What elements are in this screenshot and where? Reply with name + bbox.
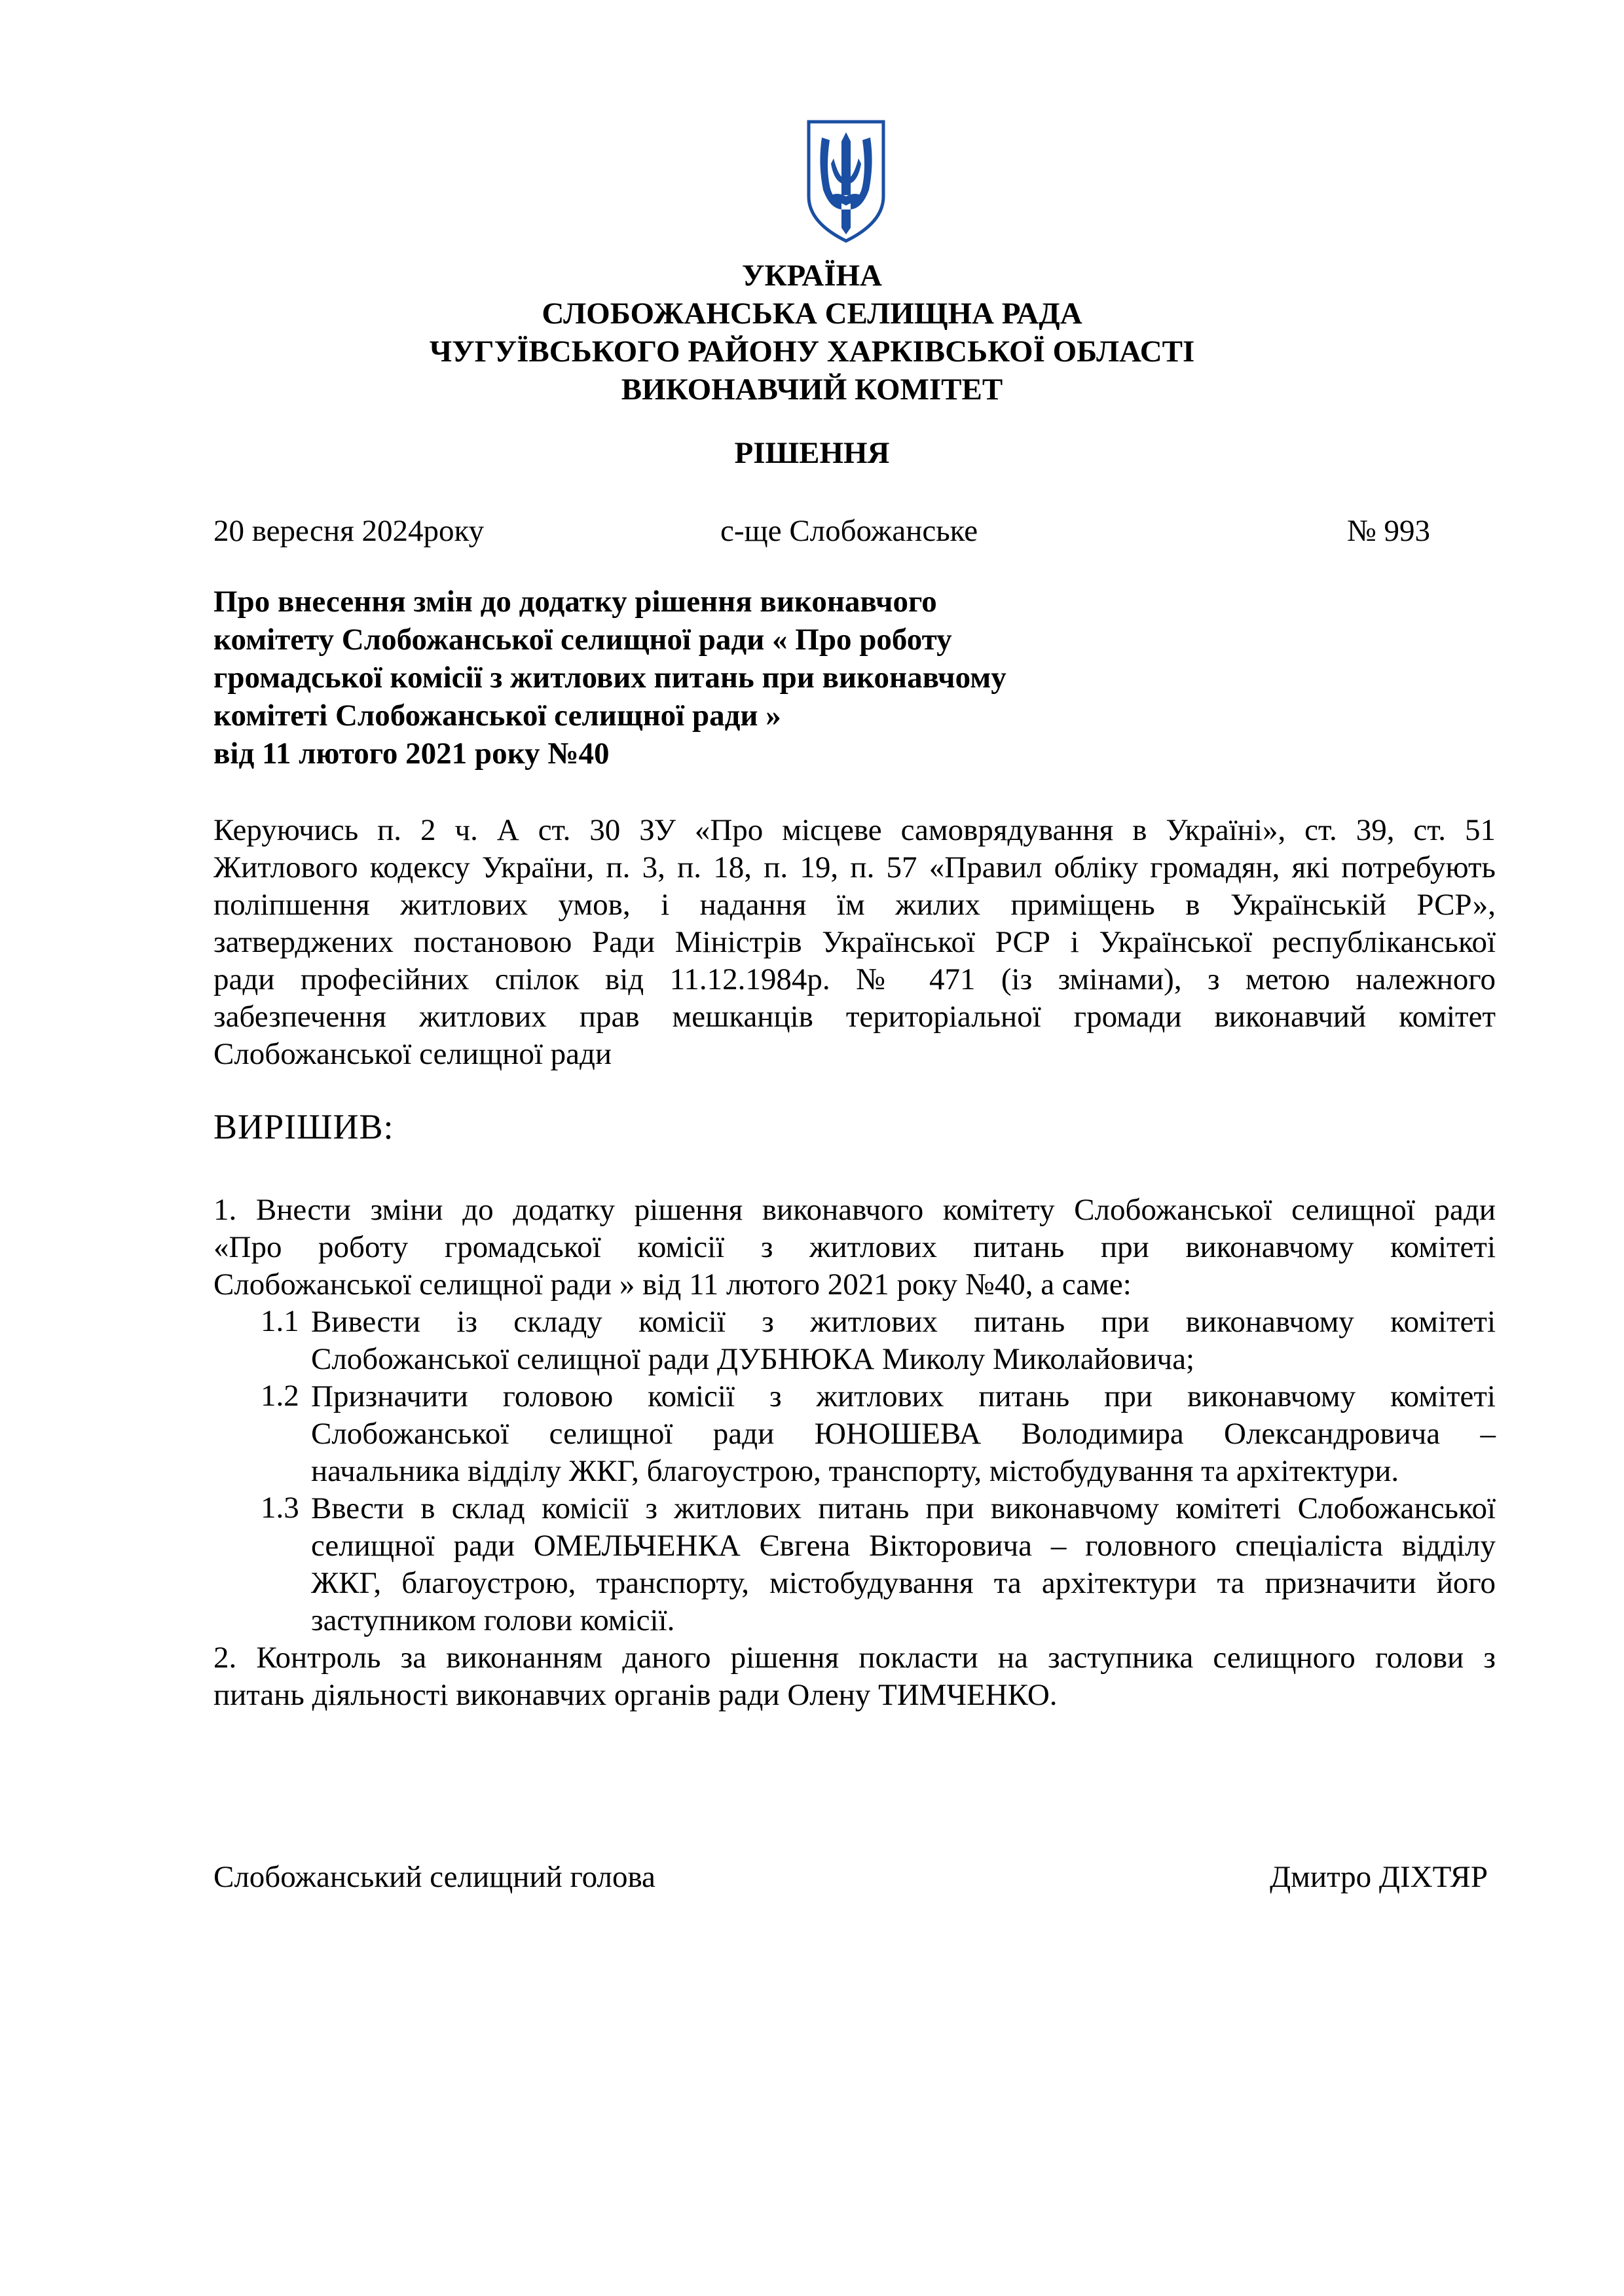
subitem-line: Слобожанської селищної ради ЮНОШЕВА Володимира Олександровича – bbox=[311, 1417, 1496, 1451]
coat-of-arms-icon bbox=[803, 118, 889, 246]
subitem-line: начальника відділу ЖКГ, благоустрою, транспорту, містобудування та архітектури. bbox=[311, 1454, 1399, 1488]
preamble-line: Слобожанської селищної ради bbox=[213, 1037, 612, 1071]
preamble-line: Житлового кодексу України, п. 3, п. 18, п. 19, п. 57 «Правил обліку громадян, які потребують bbox=[213, 850, 1496, 884]
subject-line: від 11 лютого 2021 року №40 bbox=[213, 737, 610, 771]
item-1-line: 1. Внести зміни до додатку рішення виконавчого комітету Слобожанської селищної ради bbox=[213, 1193, 1496, 1227]
header-country: УКРАЇНА bbox=[741, 259, 882, 293]
subitem-line: ЖКГ, благоустрою, транспорту, містобудування та архітектури та призначити його bbox=[311, 1566, 1496, 1600]
subitem-1-2 bbox=[311, 1378, 1496, 1490]
subject-line: Про внесення змін до додатку рішення виконавчого bbox=[213, 585, 937, 619]
decision-number: № 993 bbox=[1346, 514, 1430, 548]
preamble-line: ради професійних спілок від 11.12.1984р. № 471 (із змінами), з метою належного bbox=[213, 962, 1496, 996]
header-committee: ВИКОНАВЧИЙ КОМІТЕТ bbox=[621, 373, 1003, 407]
preamble-line: забезпечення житлових прав мешканців територіальної громади виконавчий комітет bbox=[213, 1000, 1496, 1034]
header-council: СЛОБОЖАНСЬКА СЕЛИЩНА РАДА bbox=[542, 297, 1082, 331]
item-2-line: 2. Контроль за виконанням даного рішення покласти на заступника селищного голови з bbox=[213, 1641, 1496, 1675]
decision-subject bbox=[213, 583, 1006, 773]
subitem-1-3 bbox=[311, 1490, 1496, 1639]
resolution-heading: ВИРІШИВ: bbox=[213, 1107, 394, 1146]
signatory-name: Дмитро ДІХТЯР bbox=[1270, 1860, 1488, 1894]
subitem-line: Вивести із складу комісії з житлових питань при виконавчому комітеті bbox=[311, 1305, 1496, 1339]
subitem-line: Ввести в склад комісії з житлових питань при виконавчому комітеті Слобожанської bbox=[311, 1491, 1496, 1525]
preamble-line: затверджених постановою Ради Міністрів Української РСР і Української республіканської bbox=[213, 925, 1496, 959]
document-title: РІШЕННЯ bbox=[734, 436, 890, 470]
subitem-1-1 bbox=[311, 1303, 1496, 1378]
subitem-line: Призначити головою комісії з житлових питань при виконавчому комітеті bbox=[311, 1379, 1496, 1413]
item-1-line: «Про роботу громадської комісії з житлових питань при виконавчому комітеті bbox=[213, 1230, 1496, 1264]
authority-header bbox=[0, 257, 1624, 409]
subitem-line: заступником голови комісії. bbox=[311, 1603, 675, 1637]
subject-line: громадської комісії з житлових питань при виконавчому bbox=[213, 661, 1006, 695]
signatory-position: Слобожанський селищний голова bbox=[213, 1860, 655, 1894]
item-2-line: питань діяльності виконавчих органів ради Олену ТИМЧЕНКО. bbox=[213, 1678, 1058, 1712]
subitem-line: селищної ради ОМЕЛЬЧЕНКА Євгена Вікторовича – головного спеціаліста відділу bbox=[311, 1529, 1496, 1563]
decision-place: с-ще Слобожанське bbox=[720, 514, 978, 548]
item-1-line: Слобожанської селищної ради » від 11 лютого 2021 року №40, а саме: bbox=[213, 1267, 1132, 1302]
preamble-line: Керуючись п. 2 ч. А ст. 30 ЗУ «Про місцеве самоврядування в Україні», ст. 39, ст. 51 bbox=[213, 813, 1496, 847]
subject-line: комітеті Слобожанської селищної ради » bbox=[213, 699, 781, 733]
subject-line: комітету Слобожанської селищної ради « Про роботу bbox=[213, 623, 952, 657]
subitem-line: Слобожанської селищної ради ДУБНЮКА Миколу Миколайовича; bbox=[311, 1342, 1195, 1376]
item-1 bbox=[213, 1192, 1496, 1303]
decision-date: 20 вересня 2024року bbox=[213, 514, 485, 548]
subitem-number: 1.2 bbox=[261, 1379, 299, 1413]
subitem-number: 1.1 bbox=[261, 1304, 299, 1338]
subitem-number: 1.3 bbox=[261, 1491, 299, 1525]
preamble-line: поліпшення житлових умов, і надання їм жилих приміщень в Українській РСР», bbox=[213, 888, 1496, 922]
header-district: ЧУГУЇВСЬКОГО РАЙОНУ ХАРКІВСЬКОЇ ОБЛАСТІ bbox=[429, 335, 1195, 369]
preamble bbox=[213, 812, 1496, 1073]
item-2 bbox=[213, 1639, 1496, 1714]
